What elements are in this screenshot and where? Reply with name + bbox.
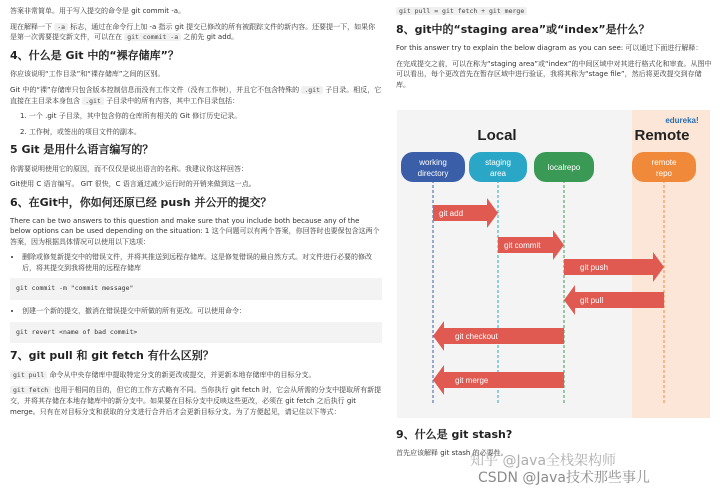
svg-text:git add: git add [439,209,464,218]
left-column [10,0,382,422]
code-block-commit: git commit -m "commit message" [10,278,382,300]
q5-para2: Git使用 C 语言编写。 GIT 很快，C 语言通过减少运行时的开销来做到这一点。 [10,180,256,189]
svg-text:directory: directory [417,169,449,178]
svg-text:area: area [489,169,507,178]
q7-para1: git pull 命令从中央存储库中提取特定分支的新更改或提交，并更新本地存储库中的目标分支。 [10,370,382,381]
git-workflow-diagram [397,110,710,418]
q7-para2: git fetch 也用于相同的目的，但它的工作方式略有不同。当你执行 git fetch 时，它会从所需的分支中提取所有新提交，并将其存储在本地存储库中的新分支中。如果要在目标分支中反映这些更改，必须在 git fetch 之后执行 git merge。只有在对目标分支和获取的分支进行合并后才会更新目标分支。为了方便起见，请记住以下等式： [10,386,382,416]
svg-text:working: working [419,158,447,167]
heading-q6: 6、在Git中，你如何还原已经 push 并公开的提交？ [10,195,272,209]
q8-para1: For this answer try to explain the below diagram as you can see: 可以通过下面进行解释： [396,44,703,53]
svg-text:git merge: git merge [455,376,489,385]
list-item: 1. 一个 .git 子目录，其中包含你的仓库所有相关的 Git 修订历史记录。 [20,112,242,121]
watermark-csdn: CSDN @Java技术那些事儿 [478,470,650,486]
node-remote-repo [632,152,696,182]
svg-text:localrepo: localrepo [547,163,581,172]
node-working-directory [401,152,465,182]
q4-list [20,111,382,137]
svg-text:git checkout: git checkout [455,332,498,341]
node-staging-area [469,152,527,182]
code-block-revert: git revert <name of bad commit> [10,322,382,344]
q5-para1: 你需要说明使用它的原因，而不仅仅是说出语言的名称。我建议你这样回答： [10,164,248,173]
node-localrepo [534,152,594,182]
svg-text:staging: staging [485,158,511,167]
equation: git pull = git fetch + git merge [396,6,712,17]
list-item: 2. 工作树，或签出的项目文件的副本。 [20,127,141,136]
svg-text:git commit: git commit [504,241,541,250]
watermark-zhihu: 知乎 @Java全栈架构师 [470,453,617,469]
brand-logo: edureka! [665,116,699,125]
right-column [396,0,712,95]
q6-para1: There can be two answers to this question and make sure that you include both because any of the below options can be used depending on the situation: 1 这个问题可以有两个答案，你回答时也要保包含这两个答案，因为根据具体情况可以使用以下选项： [10,216,380,246]
diagram-svg [397,110,710,418]
intro-explanation: 现在解释一下 -a 标志，通过在命令行上加 -a 指示 git 提交已修改的所有被跟踪文件的新内容。还要提一下，如果你是第一次需要提交新文件，可以在在 git commit -a 之前先 git add。 [10,22,376,42]
q9-para: 首先应该解释 git stash 的必要性。 [396,449,508,458]
svg-text:remote: remote [651,158,677,167]
intro-text: 答案非常简单。用于写入提交的命令是 git commit -a。 [10,7,186,15]
q4-para1: 你应该说明“工作目录”和“裸存储库”之间的区别。 [10,70,165,79]
list-item: • 删除或修复新提交中的错误文件，并将其推送到远程存储库。这是修复错误的最自然方式。对文件进行必要的修改后，将其提交到我将使用的远程存储库 [22,252,382,273]
heading-q9: 9、什么是 git stash? [396,428,513,441]
svg-text:git pull: git pull [580,296,604,305]
local-label: Local [477,127,517,144]
list-item: • 创建一个新的提交，撤消在错误提交中所做的所有更改。可以使用命令： [22,306,382,317]
q6-list-a [22,252,382,273]
q8-para2: 在完成提交之前，可以在称为“staging area”或“index”的中间区域中对其进行格式化和审查。从图中可以看出，每个更改首先在暂存区域中进行验证，我将其称为“stage file”，然后将更改提交到存储库。 [396,59,712,89]
q6-list-b [22,306,382,317]
heading-q4: 4、什么是 Git 中的“裸存储库”？ [10,49,179,62]
svg-text:git push: git push [580,263,609,272]
heading-q7: 7、git pull 和 git fetch 有什么区别？ [10,349,214,363]
heading-q8: 8、git中的“staging area”或“index”是什么？ [396,22,650,36]
heading-q5: 5 Git 是用什么语言编写的？ [10,143,154,157]
q4-para2: Git 中的“裸”存储库只包含版本控制信息而没有工作文件（没有工作树），并且它不包含特殊的 .git 子目录。相反，它直接在主目录本身包含 .git 子目录中的所有内容，其中工作目录包括： [10,85,382,105]
remote-label: Remote [634,127,690,144]
svg-text:repo: repo [655,169,673,178]
